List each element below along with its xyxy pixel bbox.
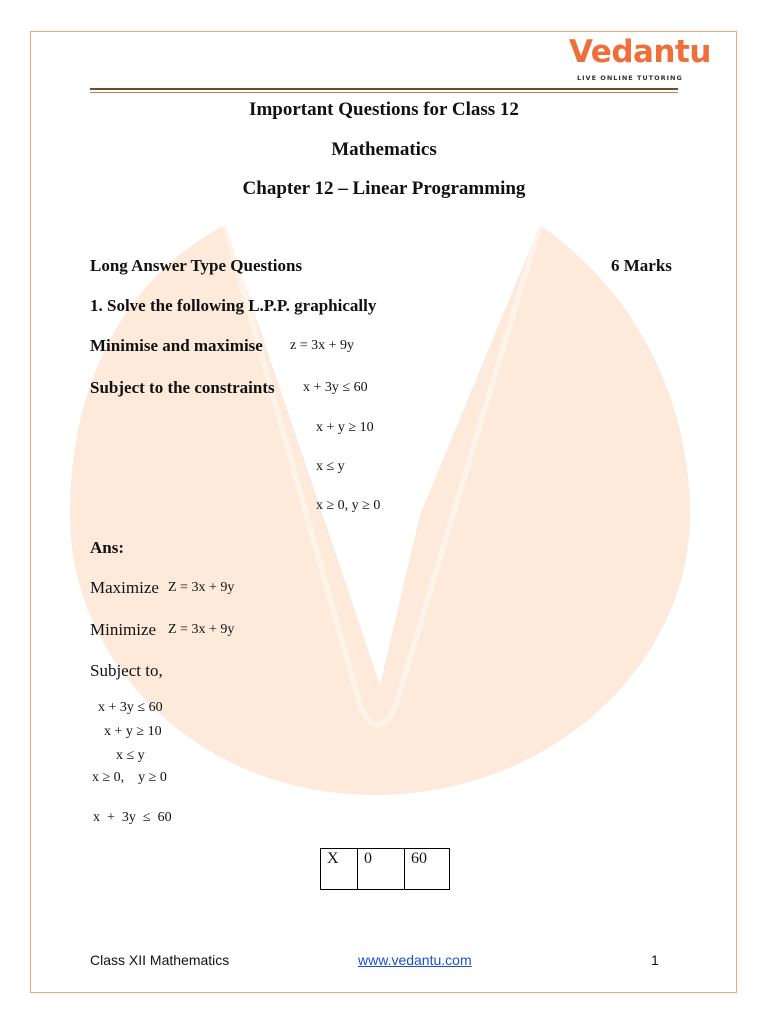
chapter-title: Chapter 12 – Linear Programming <box>242 178 526 199</box>
question-title: 1. Solve the following L.P.P. graphically <box>90 296 377 315</box>
logo-wordmark: Vedantu <box>569 34 711 70</box>
objective-expression: z = 3x + 9y <box>290 338 355 353</box>
table-cell-label: X <box>321 849 358 890</box>
answer-label: Ans: <box>90 538 125 557</box>
line-equation: x + 3y ≤ 60 <box>93 810 172 825</box>
subject-to-label: Subject to, <box>90 661 163 680</box>
answer-constraint-1: x + 3y ≤ 60 <box>98 700 163 715</box>
header-rule-thin <box>90 92 678 93</box>
objective-label: Minimise and maximise <box>90 336 263 355</box>
constraint-3: x ≤ y <box>316 459 345 474</box>
header-rule <box>90 88 678 90</box>
answer-constraint-4: x ≥ 0, y ≥ 0 <box>92 770 167 785</box>
logo-tagline: LIVE ONLINE TUTORING <box>577 74 683 82</box>
doc-title: Important Questions for Class 12 <box>249 99 519 120</box>
answer-constraint-3: x ≤ y <box>116 748 145 763</box>
footer-website-link[interactable]: www.vedantu.com <box>358 952 472 968</box>
section-marks: 6 Marks <box>611 256 672 275</box>
maximize-label: Maximize <box>90 578 159 597</box>
page-number: 1 <box>651 952 659 968</box>
maximize-expression: Z = 3x + 9y <box>168 580 235 595</box>
table-row <box>321 849 450 890</box>
subject-title: Mathematics <box>331 139 437 160</box>
section-label: Long Answer Type Questions <box>90 256 303 275</box>
answer-constraint-2: x + y ≥ 10 <box>104 724 162 739</box>
footer-left: Class XII Mathematics <box>90 952 230 968</box>
constraint-2: x + y ≥ 10 <box>316 420 374 435</box>
table-cell: 0 <box>358 849 405 890</box>
constraints-label: Subject to the constraints <box>90 378 275 397</box>
minimize-expression: Z = 3x + 9y <box>168 622 235 637</box>
constraint-4: x ≥ 0, y ≥ 0 <box>316 498 381 513</box>
points-table <box>320 848 450 890</box>
constraint-1: x + 3y ≤ 60 <box>303 380 368 395</box>
minimize-label: Minimize <box>90 620 157 639</box>
table-cell: 60 <box>405 849 450 890</box>
vedantu-logo <box>565 34 711 86</box>
